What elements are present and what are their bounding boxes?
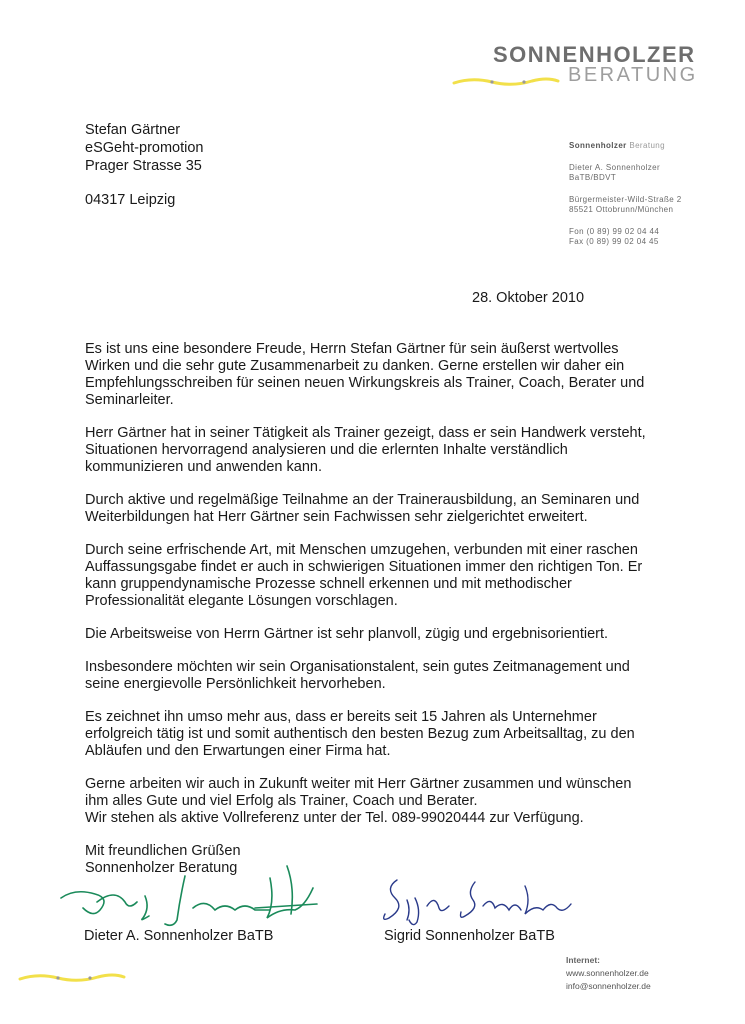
footer-email-link[interactable]: info@sonnenholzer.de: [566, 981, 651, 991]
paragraph: Insbesondere möchten wir sein Organisationstalent, sein gutes Zeitmanagement und seine energievolle Persönlichkeit hervorheben.: [85, 659, 630, 692]
sender-info: [569, 141, 682, 247]
signature-sigrid: [375, 870, 575, 928]
sender-fax: Fax (0 89) 99 02 04 45: [569, 237, 659, 246]
recipient-name: Stefan Gärtner: [85, 122, 181, 138]
paragraph: Durch aktive und regelmäßige Teilnahme an der Trainerausbildung, an Seminaren und Weiterbildungen hat Herr Gärtner sein Fachwissen sehr zielgerichtet erweitert.: [85, 492, 640, 525]
recipient-street: Prager Strasse 35: [85, 158, 202, 174]
sender-title: BaTB/BDVT: [569, 173, 617, 182]
footer-label: Internet:: [566, 955, 600, 965]
sender-phone: Fon (0 89) 99 02 04 44: [569, 227, 660, 236]
footer-swoosh-icon: [18, 970, 126, 984]
recipient-company: eSGeht-promotion: [85, 140, 204, 156]
sender-company-name: Sonnenholzer: [569, 141, 627, 150]
closing-company: Sonnenholzer Beratung: [85, 860, 238, 876]
sender-company-suffix: Beratung: [629, 141, 665, 150]
paragraph: Die Arbeitsweise von Herrn Gärtner ist sehr planvoll, zügig und ergebnisorientiert.: [85, 626, 609, 642]
sender-company: [569, 141, 682, 151]
signatory-name-left: Dieter A. Sonnenholzer BaTB: [84, 928, 274, 944]
signature-dieter: [55, 858, 325, 930]
sender-person: Dieter A. Sonnenholzer: [569, 163, 661, 172]
recipient-city: 04317 Leipzig: [85, 192, 176, 208]
paragraph: Herr Gärtner hat in seiner Tätigkeit als Trainer gezeigt, dass er sein Handwerk versteht, Situationen hervorragend analysieren und die erlernten Inhalte verständlich kommunizieren und anwenden kann.: [85, 425, 646, 475]
company-logo-subtitle: BERATUNG: [568, 64, 698, 86]
footer-contact: [566, 954, 651, 993]
paragraph: Gerne arbeiten wir auch in Zukunft weiter mit Herr Gärtner zusammen und wünschen ihm alles Gute und viel Erfolg als Trainer, Coach und Berater.: [85, 776, 632, 809]
sender-street: Bürgermeister-Wild-Straße 2: [569, 195, 682, 204]
signatory-name-right: Sigrid Sonnenholzer BaTB: [384, 928, 555, 944]
paragraph: Es zeichnet ihn umso mehr aus, dass er bereits seit 15 Jahren als Unternehmer erfolgreich tätig ist und somit authentisch den besten Bezug zum Arbeitsalltag, zu den Abläufen und den Erwartungen einer Firma hat.: [85, 709, 635, 759]
footer-website-link[interactable]: www.sonnenholzer.de: [566, 968, 649, 978]
closing-greeting: Mit freundlichen Grüßen: [85, 843, 241, 859]
letter-body: [85, 341, 653, 843]
paragraph: Durch seine erfrischende Art, mit Menschen umzugehen, verbunden mit einer raschen Auffassungsgabe findet er auch in schwierigen Situationen immer den richtigen Ton. Er kann gruppendynamische Prozesse schnell erkennen und mit methodischer Professionalität elegante Lösungen vorschlagen.: [85, 542, 643, 609]
recipient-address: [85, 121, 203, 209]
reference-line: Wir stehen als aktive Vollreferenz unter der Tel. 089-99020444 zur Verfügung.: [85, 810, 584, 826]
sender-city: 85521 Ottobrunn/München: [569, 205, 674, 214]
letter-date: 28. Oktober 2010: [472, 290, 585, 306]
logo-swoosh-icon: [452, 74, 560, 88]
company-logo-name: SONNENHOLZER: [493, 42, 696, 67]
paragraph: Es ist uns eine besondere Freude, Herrn Stefan Gärtner für sein äußerst wertvolles Wirken und die sehr gute Zusammenarbeit zu danken. Gerne erstellen wir daher ein Empfehlungsschreiben für seinen neuen Wirkungskreis als Trainer, Coach, Berater und Seminarleiter.: [85, 341, 645, 408]
